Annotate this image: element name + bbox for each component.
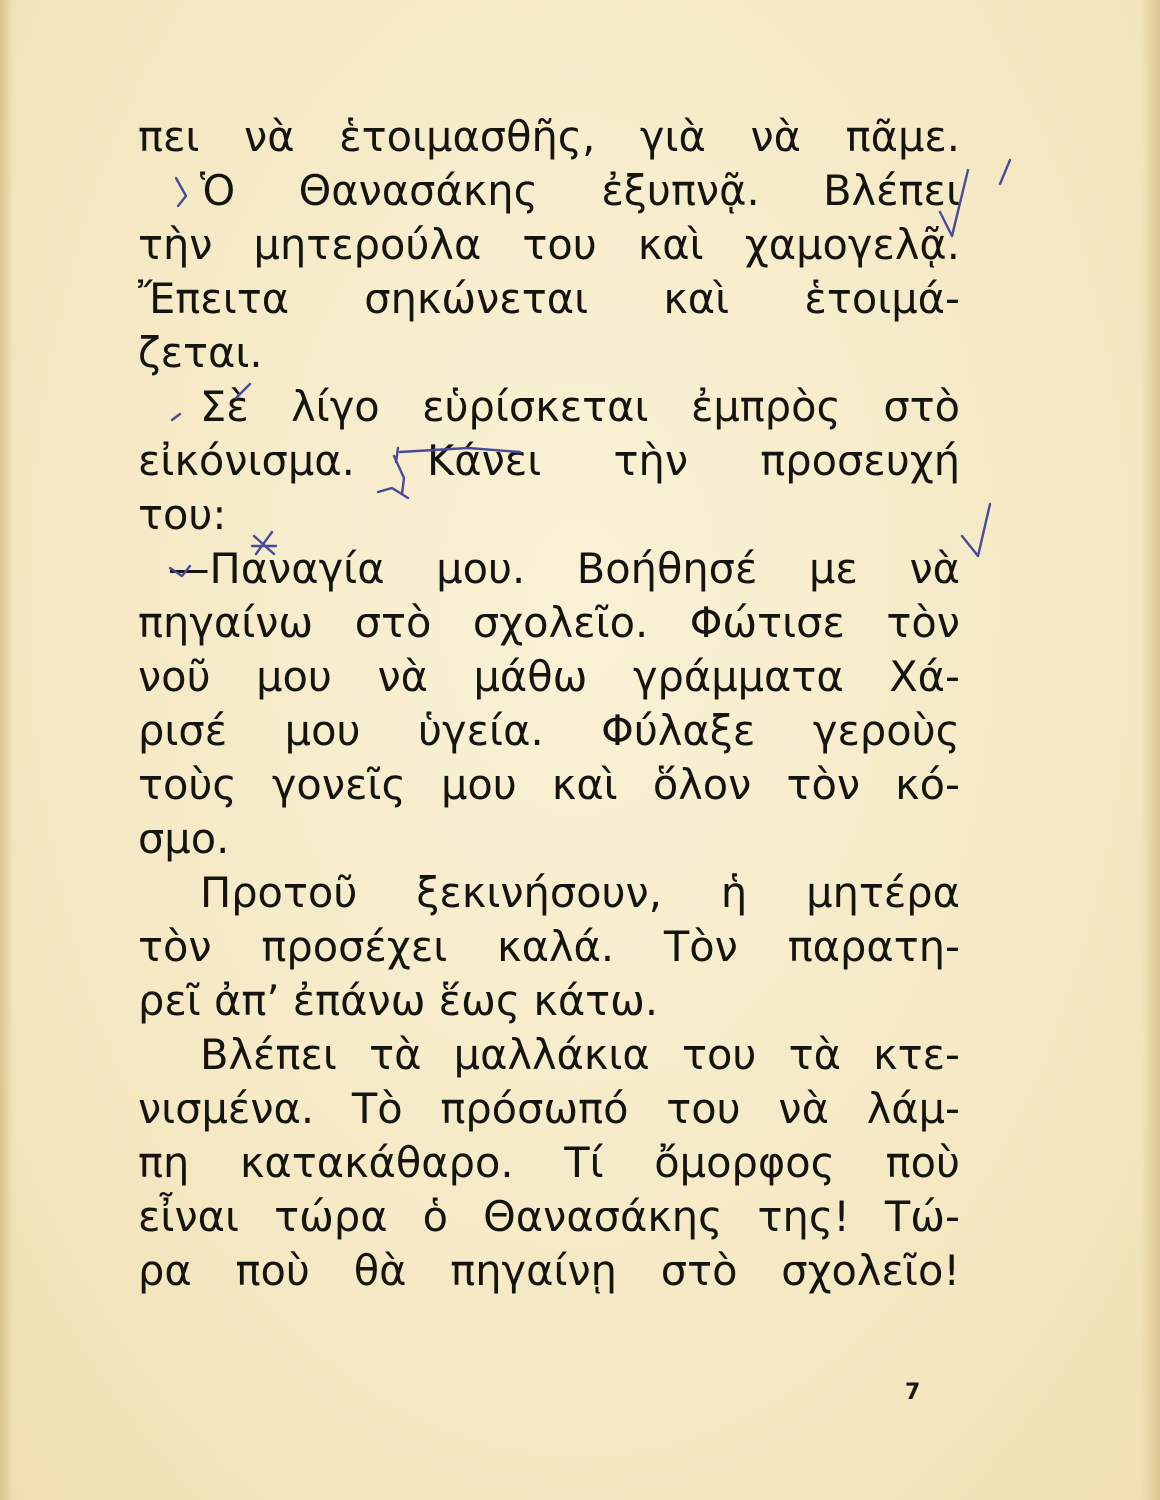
text-line: ρισέ μου ὑγεία. Φύλαξε γεροὺς — [138, 706, 960, 755]
page-edge-shadow-left — [0, 0, 14, 1500]
text-line: ρα ποὺ θὰ πηγαίνῃ στὸ σχολεῖο! — [138, 1246, 960, 1295]
text-line: Σὲ λίγο εὑρίσκεται ἐμπρὸς στὸ — [200, 382, 960, 431]
text-line: του: — [138, 490, 227, 539]
check-mark-icon — [1000, 160, 1010, 184]
page-text — [138, 110, 960, 1298]
text-line: νοῦ μου νὰ μάθω γράμματα Χά- — [138, 652, 960, 701]
text-line: εἶναι τώρα ὁ Θανασάκης της! Τώ- — [138, 1192, 960, 1241]
text-line: Βλέπει τὰ μαλλάκια του τὰ κτε- — [200, 1030, 960, 1079]
text-line: τὴν μητερούλα του καὶ χαμογελᾷ. — [138, 220, 960, 269]
text-line: τὸν προσέχει καλά. Τὸν παρατη- — [138, 922, 960, 971]
text-line: Προτοῦ ξεκινήσουν, ἡ μητέρα — [200, 868, 960, 917]
page-number: 7 — [905, 1380, 921, 1405]
text-line: —Παναγία μου. Βοήθησέ με νὰ — [168, 544, 960, 593]
text-line: πει νὰ ἑτοιμασθῆς, γιὰ νὰ πᾶμε. — [138, 112, 960, 161]
page-edge-shadow-right — [1142, 0, 1160, 1500]
text-line: εἰκόνισμα. Κάνει τὴν προσευχή — [138, 436, 960, 485]
text-line: πη κατακάθαρο. Τί ὄμορφος ποὺ — [138, 1138, 960, 1187]
text-line: τοὺς γονεῖς μου καὶ ὅλον τὸν κό- — [138, 760, 960, 809]
text-line: ζεται. — [138, 328, 263, 377]
text-line: Ὁ Θανασάκης ἐξυπνᾷ. Βλέπει — [200, 166, 960, 215]
text-line: πηγαίνω στὸ σχολεῖο. Φώτισε τὸν — [138, 598, 960, 647]
text-line: Ἔπειτα σηκώνεται καὶ ἑτοιμά- — [138, 274, 960, 323]
text-line: σμο. — [138, 814, 230, 863]
text-line: νισμένα. Τὸ πρόσωπό του νὰ λάμ- — [138, 1084, 960, 1133]
text-line: ρεῖ ἀπ’ ἐπάνω ἕως κάτω. — [138, 976, 659, 1025]
check-mark-icon — [962, 504, 990, 556]
